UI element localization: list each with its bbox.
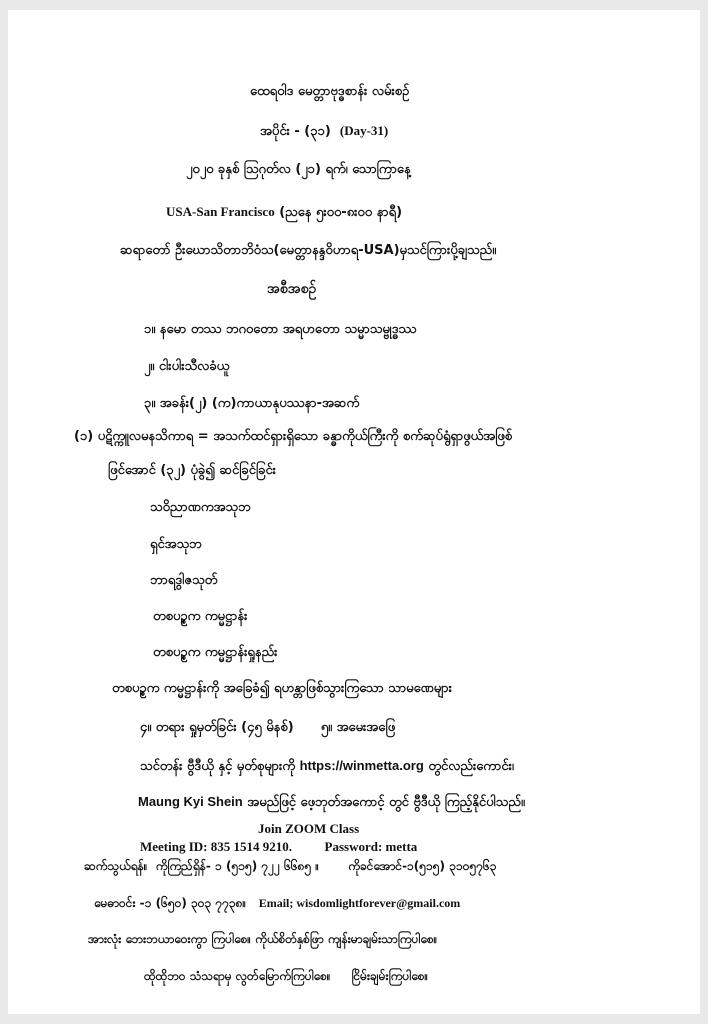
topic-item: တစပဉ္စက ကမ္မဋ္ဌာန်း: [153, 609, 248, 624]
topic-item: ဘာရဒွါဇသုတ်: [150, 573, 218, 588]
contact-person-3: မေဓာဝင်း -၁ (၆၅၀) ၃၀၃ ၇၇၃၈။: [94, 896, 247, 910]
website-link[interactable]: https://winmetta.org: [299, 758, 424, 773]
contact-person-2: ကိုခင်အောင်-၁(၅၁၅) ၃၁၀၅၇၆၃: [348, 859, 497, 873]
program-items-4-5: [140, 720, 395, 736]
blessing-liberation: ထိုထိုဘ၀ သံသရာမှ လွတ်မြောက်ကြပါစေ။: [144, 969, 331, 983]
zoom-title: Join ZOOM Class: [258, 821, 360, 836]
program-item-1: ၁။ နမော တဿ ဘဂဝတော အရဟတော သမ္မာသမ္ဗုဒ္ဓဿ: [144, 322, 417, 337]
zoom-details: [140, 839, 417, 855]
contact-label: ဆက်သွယ်ရန်။: [84, 859, 148, 873]
session-time: (ညနေ ၅း၀၀-၈း၀၀ နာရီ): [279, 205, 403, 220]
contact-person-1: ကိုကြည်ရှိန်- ၁ (၅၁၅) ၇၂၂ ၆၆၈၅ ။: [155, 859, 320, 873]
meeting-password: Password: metta: [324, 839, 418, 854]
day-label: (Day-31): [339, 123, 389, 138]
program-sub-intro-continued: ဖြင်အောင် (၃၂) ပုံခွဲ၍ ဆင်ခြင်ခြင်း: [108, 463, 276, 478]
part-label: [260, 123, 388, 140]
monks-line: တစပဉ္စက ကမ္မဋ္ဌာန်းကို အခြေခံ၍ ရဟန္တာဖြစ်သွားကြသော သာမဏေများ: [112, 681, 452, 696]
program-item-3: ၃။ အခန်း(၂) (က)ကာယာနုပဿနာ-အဆက်: [144, 396, 360, 411]
topic-item: ရှင်အသုဘ: [150, 537, 202, 552]
videos-prefix: သင်တန်း ဗွီဒီယို နှင့် မှတ်စုများကို: [140, 759, 296, 774]
document-page: [8, 10, 700, 1014]
topic-item: သဝိညာဏကအသုဘ: [150, 500, 251, 515]
contact-email: Email; wisdomlightforever@gmail.com: [258, 896, 461, 910]
teacher-line: ဆရာတော် ဦးဃောသိတာဘိဝံသ(မေတ္တာနန္ဒဝိဟာရ-USA)မှသင်ကြားပို့ချသည်။: [120, 243, 497, 258]
program-heading: အစီအစဉ်: [267, 281, 317, 297]
document-title: ထေရဝါဒ မေတ္တာဗုဒ္ဓစာန်း လမ်းစဉ်: [250, 84, 410, 99]
program-item-2: ၂။ ငါးပါးသီလခံယူ: [144, 359, 230, 374]
program-sub-intro: (၁) ပဋိက္ကူလမနသိကာရ = အသက်ထင်ရှားရှိသော ခန္ဓာကိုယ်ကြီးကို စက်ဆုပ်ရွံရှာဖွယ်အဖြစ်: [74, 429, 513, 444]
program-item-5: ၅။ အမေးအဖြေ: [320, 720, 396, 735]
blessing-line-2: [144, 968, 428, 984]
contact-email-line: [94, 895, 460, 911]
part-number: အပိုင်း - (၃၁): [260, 124, 331, 139]
blessing-peace: ငြိမ်းချမ်းကြပါစေ။: [351, 969, 429, 983]
session-date: ၂၀၂၀ ခုနှစ် ဩဂုတ်လ (၂၁) ရက်၊ သောကြာနေ့: [186, 162, 411, 177]
topic-item: တစပဉ္စက ကမ္မဋ္ဌာန်းရှုနည်း: [153, 645, 278, 660]
facebook-line: [138, 794, 525, 811]
channel-name: Maung Kyi Shein: [138, 794, 243, 809]
meeting-id: Meeting ID: 835 1514 9210.: [140, 839, 293, 854]
channel-suffix: အမည်ဖြင့် ဖေ့ဘုတ်အကောင့် တွင် ဗွီဒီယို ကြည့်နိုင်ပါသည်။: [247, 795, 525, 810]
videos-suffix: တွင်လည်းကောင်း၊: [428, 759, 514, 774]
blessing-line-1: အားလုံး ဘေးဘယာဝေးကွာ ကြပါစေ။ ကိုယ်စိတ်နှစ်ဖြာ ကျန်းမာချမ်းသာကြပါစေ။: [88, 932, 438, 946]
program-item-4: ၄။ တရား ရှုမှတ်ခြင်း (၄၅ မိနစ်): [140, 720, 294, 735]
videos-line: [140, 758, 514, 775]
session-location: [166, 204, 402, 221]
contact-line: [84, 858, 496, 874]
location-name: USA-San Francisco: [166, 204, 275, 219]
